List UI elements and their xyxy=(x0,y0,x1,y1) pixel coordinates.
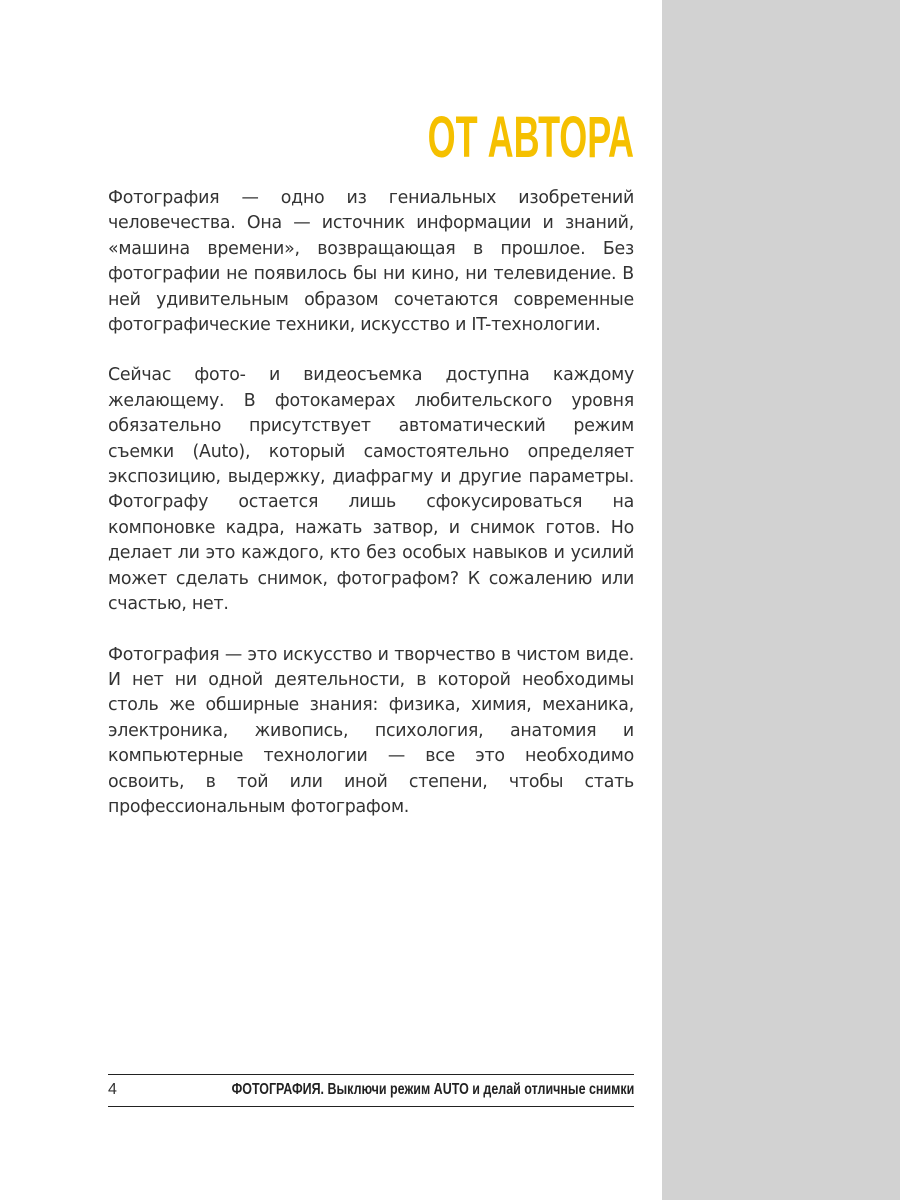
footer-bottom-rule xyxy=(108,1106,634,1107)
body-text xyxy=(108,186,634,845)
paragraph: Фотография — это искусство и творчество в чистом виде. И нет ни одной деятельности, в которой необходимы столь же обширные знания: физика, химия, механика, электроника, живопись, психология, анатомия и компьютерные технологии — все это необходимо освоить, в той или иной степени, чтобы стать профессиональным фотографом. xyxy=(108,644,634,817)
footer-top-rule xyxy=(108,1074,634,1075)
side-band xyxy=(662,0,900,1200)
running-footer-title: ФОТОГРАФИЯ. Выключи режим AUTO и делай отличные снимки xyxy=(231,1081,634,1098)
page-number: 4 xyxy=(108,1081,117,1098)
paragraph: Фотография — одно из гениальных изобретений человечества. Она — источник информации и знаний, «машина времени», возвращающая в прошлое. Без фотографии не появилось бы ни кино, ни телевидение. В ней удивительным образом сочетаются современные фотографические техники, искусство и IT-технологии. xyxy=(108,188,634,336)
page-title: ОТ АВТОРА xyxy=(427,105,634,170)
paragraph: Сейчас фото- и видеосъемка доступна каждому желающему. В фотокамерах любительского уровня обязательно присутствует автоматический режим съемки (Auto), который самостоятельно определяет экспозицию, выдержку, диафрагму и другие параметры. Фотографу остается лишь сфокусироваться на компоновке кадра, нажать затвор, и снимок готов. Но делает ли это каждого, кто без особых навыков и усилий может сделать снимок, фотографом? К сожалению или счастью, нет. xyxy=(108,365,634,615)
